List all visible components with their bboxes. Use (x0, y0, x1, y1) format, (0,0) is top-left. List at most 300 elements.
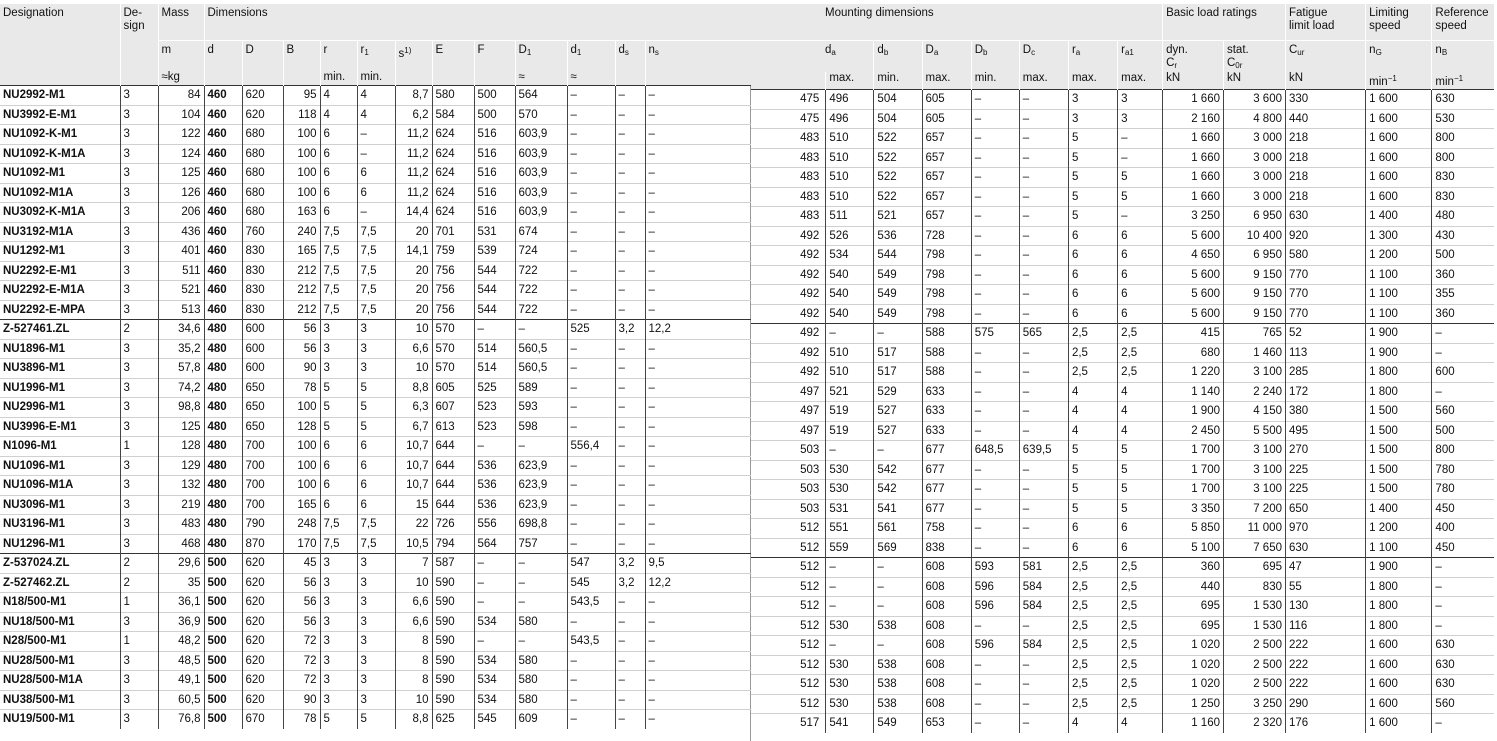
table-cell: – (645, 242, 751, 262)
table-cell: 5 (1068, 148, 1117, 168)
table-cell: 6 (320, 164, 357, 184)
table-cell: 3 (1068, 109, 1117, 129)
table-cell: – (645, 222, 751, 242)
table-cell: – (826, 597, 874, 617)
table-cell: – (567, 339, 615, 359)
table-cell: 1 660 (1163, 187, 1224, 207)
table-cell: 512 (751, 577, 826, 597)
table-cell: 608 (922, 675, 971, 695)
table-cell: 3 (120, 671, 158, 691)
table-cell: 2,5 (1118, 694, 1163, 714)
table-cell: 218 (1285, 168, 1365, 188)
table-cell: 590 (432, 612, 474, 632)
table-cell: 580 (515, 612, 567, 632)
table-cell: 480 (204, 378, 242, 398)
table-cell: – (615, 300, 645, 320)
table-cell: 1 660 (1163, 90, 1224, 110)
table-cell: 212 (283, 261, 320, 281)
table-cell: 580 (515, 671, 567, 691)
table-cell: 603,9 (515, 125, 567, 145)
table-cell: 680 (242, 203, 283, 223)
table-cell: 608 (922, 655, 971, 675)
table-cell: 55 (1285, 577, 1365, 597)
table-cell: – (567, 671, 615, 691)
table-cell: 587 (432, 554, 474, 574)
table-cell: 5 (320, 398, 357, 418)
table-cell: – (645, 144, 751, 164)
table-cell: 559 (826, 538, 874, 558)
table-cell: 570 (432, 339, 474, 359)
table-cell: 500 (204, 710, 242, 729)
table-cell: – (971, 304, 1019, 324)
table-cell: 590 (432, 573, 474, 593)
table-cell: 7,5 (357, 242, 395, 262)
table-cell: 514 (474, 359, 515, 379)
table-cell: – (567, 144, 615, 164)
table-cell: 620 (242, 86, 283, 106)
table-cell: 511 (826, 207, 874, 227)
table-cell: 11,2 (395, 164, 432, 184)
table-cell: 1 (120, 437, 158, 457)
table-cell: 677 (922, 480, 971, 500)
table-cell: 460 (204, 281, 242, 301)
table-cell: 516 (474, 125, 515, 145)
table-row (751, 363, 1494, 383)
table-cell: 511 (158, 261, 204, 281)
table-cell: 5 (320, 417, 357, 437)
table-cell: 10 400 (1223, 226, 1285, 246)
table-cell: 380 (1285, 402, 1365, 422)
table-cell: 6 (320, 495, 357, 515)
table-cell: – (567, 476, 615, 496)
table-cell: 100 (283, 398, 320, 418)
table-cell: 1 600 (1366, 714, 1432, 733)
table-cell: – (645, 710, 751, 729)
table-cell: – (826, 324, 874, 344)
table-cell: 608 (922, 636, 971, 656)
table-cell: 5 (1118, 441, 1163, 461)
table-cell: 503 (751, 480, 826, 500)
table-cell: 360 (1432, 304, 1494, 324)
table-cell: 10,7 (395, 476, 432, 496)
table-cell: 10 (395, 573, 432, 593)
table-cell: 78 (283, 378, 320, 398)
table-cell: 680 (242, 144, 283, 164)
table-cell: 3 (1068, 90, 1117, 110)
table-cell: 6,6 (395, 612, 432, 632)
table-cell: 758 (922, 519, 971, 539)
table-cell: 510 (826, 129, 874, 149)
table-cell: 510 (826, 187, 874, 207)
table-cell: 590 (432, 651, 474, 671)
table-cell: 3 (320, 359, 357, 379)
symbol-header-left: $d_1$ (567, 41, 615, 72)
table-cell: 1 100 (1366, 285, 1432, 305)
table-cell: 492 (751, 285, 826, 305)
table-cell: 3 (120, 710, 158, 729)
table-cell: 8,8 (395, 710, 432, 729)
table-cell: 512 (751, 694, 826, 714)
table-cell: 516 (474, 164, 515, 184)
table-cell: – (474, 320, 515, 340)
table-cell: 503 (751, 441, 826, 461)
table-cell: 596 (971, 597, 1019, 617)
table-cell: – (615, 164, 645, 184)
table-cell: – (645, 164, 751, 184)
table-row (0, 593, 751, 613)
table-cell: – (1432, 597, 1494, 617)
table-cell: 564 (474, 534, 515, 554)
table-cell: 1 500 (1366, 402, 1432, 422)
table-cell: – (567, 125, 615, 145)
table-cell: 3 (120, 222, 158, 242)
table-cell: 540 (826, 285, 874, 305)
table-cell: 695 (1163, 597, 1224, 617)
table-cell: 95 (283, 86, 320, 106)
table-cell: 519 (826, 402, 874, 422)
table-cell: – (1019, 207, 1068, 227)
table-cell: 212 (283, 281, 320, 301)
table-cell: 6 (1068, 246, 1117, 266)
symbol-header-left: F (474, 41, 515, 72)
table-cell: 530 (826, 655, 874, 675)
table-cell: 1 460 (1223, 343, 1285, 363)
table-cell: 2 240 (1223, 382, 1285, 402)
table-cell: 2,5 (1118, 343, 1163, 363)
table-cell: 1 600 (1366, 109, 1432, 129)
table-row (751, 343, 1494, 363)
table-cell: 5 500 (1223, 421, 1285, 441)
table-cell: 541 (874, 499, 922, 519)
table-cell: – (1019, 168, 1068, 188)
symbol-header-left: B (283, 41, 320, 72)
table-cell: 5 (1118, 480, 1163, 500)
table-row (751, 226, 1494, 246)
table-cell: 650 (242, 398, 283, 418)
table-row (0, 339, 751, 359)
table-cell: 480 (204, 515, 242, 535)
table-cell: 623,9 (515, 495, 567, 515)
table-cell: 680 (242, 125, 283, 145)
table-cell: 794 (432, 534, 474, 554)
table-cell: 2,5 (1068, 324, 1117, 344)
table-row (0, 437, 751, 457)
table-cell: 2 (120, 320, 158, 340)
table-row (0, 710, 751, 729)
table-cell: 650 (242, 378, 283, 398)
table-cell: 1 600 (1366, 90, 1432, 110)
table-cell: 492 (751, 324, 826, 344)
table-cell: 500 (474, 86, 515, 106)
table-cell: 480 (204, 417, 242, 437)
table-cell: – (567, 456, 615, 476)
table-cell: 800 (1432, 148, 1494, 168)
table-cell: – (645, 398, 751, 418)
table-cell: 129 (158, 456, 204, 476)
table-cell: 240 (283, 222, 320, 242)
table-cell: 3 (120, 125, 158, 145)
table-cell: – (615, 651, 645, 671)
designation-cell: NU2292-E-MPA (0, 300, 120, 320)
unit-header-left: ≈ (515, 71, 567, 86)
table-cell: – (615, 281, 645, 301)
table-cell: 522 (874, 187, 922, 207)
table-cell: 800 (1432, 129, 1494, 149)
table-cell: – (615, 612, 645, 632)
table-cell: 633 (922, 421, 971, 441)
table-cell: 57,8 (158, 359, 204, 379)
symbol-header-left: $D_1$ (515, 41, 567, 72)
table-cell: – (567, 261, 615, 281)
designation-cell: NU1292-M1 (0, 242, 120, 262)
table-cell: 3 (357, 671, 395, 691)
table-cell: – (645, 515, 751, 535)
unit-header-right: kN (1285, 72, 1365, 90)
table-cell: 285 (1285, 363, 1365, 383)
table-cell: 128 (158, 437, 204, 457)
table-cell: 56 (283, 573, 320, 593)
table-cell: 3 (120, 359, 158, 379)
table-cell: 1 600 (1366, 129, 1432, 149)
table-cell: 480 (204, 339, 242, 359)
table-cell: 564 (515, 86, 567, 106)
table-cell: – (474, 593, 515, 613)
table-row (0, 86, 751, 106)
table-cell: 620 (242, 612, 283, 632)
table-cell: 543,5 (567, 593, 615, 613)
table-cell: 20 (395, 222, 432, 242)
table-cell: 726 (432, 515, 474, 535)
table-cell: – (645, 183, 751, 203)
table-row (751, 187, 1494, 207)
table-cell: 3 (120, 456, 158, 476)
table-cell: – (1019, 675, 1068, 695)
table-cell: 2,5 (1068, 558, 1117, 578)
table-cell: – (1019, 109, 1068, 129)
table-cell: 35 (158, 573, 204, 593)
table-cell: 100 (283, 437, 320, 457)
symbol-header-right: $d_a$ (751, 41, 874, 73)
table-cell: 544 (474, 281, 515, 301)
table-cell: 460 (204, 242, 242, 262)
table-cell: 603,9 (515, 144, 567, 164)
designation-cell: Z-527461.ZL (0, 320, 120, 340)
table-cell: 176 (1285, 714, 1365, 733)
table-cell: 504 (874, 109, 922, 129)
table-cell: 4 650 (1163, 246, 1224, 266)
designation-cell: NU2292-E-M1A (0, 281, 120, 301)
table-cell: 60,5 (158, 690, 204, 710)
table-cell: 483 (751, 207, 826, 227)
table-cell: 575 (971, 324, 1019, 344)
table-cell: 35,2 (158, 339, 204, 359)
table-cell: 3 000 (1223, 187, 1285, 207)
table-cell: 870 (242, 534, 283, 554)
table-cell: 3 (357, 612, 395, 632)
table-cell: 630 (1285, 538, 1365, 558)
table-cell: 608 (922, 616, 971, 636)
designation-cell: NU3092-K-M1A (0, 203, 120, 223)
table-cell: 516 (474, 203, 515, 223)
table-cell: 674 (515, 222, 567, 242)
designation-cell: Z-527462.ZL (0, 573, 120, 593)
table-cell: 3,2 (615, 320, 645, 340)
table-cell: 6 (1068, 519, 1117, 539)
designation-cell: NU38/500-M1 (0, 690, 120, 710)
table-cell: 584 (1019, 597, 1068, 617)
table-cell: 12,2 (645, 573, 751, 593)
table-cell: 6 (1068, 304, 1117, 324)
table-cell: 483 (751, 129, 826, 149)
table-cell: 780 (1432, 460, 1494, 480)
table-cell: – (1019, 265, 1068, 285)
table-cell: 6 (1118, 285, 1163, 305)
table-cell: – (567, 222, 615, 242)
table-cell: – (567, 651, 615, 671)
table-cell: 500 (1432, 421, 1494, 441)
table-cell: 5 (1068, 129, 1117, 149)
table-cell: 6 (320, 144, 357, 164)
table-cell: 600 (242, 320, 283, 340)
table-cell: – (1019, 343, 1068, 363)
table-cell: 5 (1118, 460, 1163, 480)
table-cell: – (515, 573, 567, 593)
unit-header-right: min. (874, 72, 922, 90)
table-cell: – (567, 359, 615, 379)
table-row (751, 285, 1494, 305)
table-cell: 1 600 (1366, 675, 1432, 695)
table-cell: 544 (474, 300, 515, 320)
table-cell: 728 (922, 226, 971, 246)
unit-header-left: ≈kg (158, 71, 204, 86)
table-row (751, 519, 1494, 539)
table-cell: 760 (242, 222, 283, 242)
table-cell: 5 (1068, 460, 1117, 480)
table-cell: 222 (1285, 675, 1365, 695)
table-cell: – (1019, 499, 1068, 519)
table-cell: 6 (357, 183, 395, 203)
table-cell: 497 (751, 402, 826, 422)
designation-cell: N1096-M1 (0, 437, 120, 457)
table-row (751, 499, 1494, 519)
table-cell: 6 (1118, 519, 1163, 539)
table-cell: 401 (158, 242, 204, 262)
table-cell: 7,5 (320, 281, 357, 301)
table-cell: – (1019, 246, 1068, 266)
table-cell: 536 (474, 476, 515, 496)
table-cell: 6 (320, 125, 357, 145)
table-cell: – (1019, 538, 1068, 558)
table-cell: 4 (1068, 382, 1117, 402)
table-cell: 9 150 (1223, 285, 1285, 305)
table-cell: 516 (474, 183, 515, 203)
unit-header-right (751, 72, 826, 90)
unit-header-right: $\min^{-1}$ (1432, 72, 1494, 90)
table-cell: 440 (1163, 577, 1224, 597)
table-cell: 657 (922, 129, 971, 149)
table-cell: – (971, 109, 1019, 129)
table-cell: 677 (922, 441, 971, 461)
table-cell: – (971, 694, 1019, 714)
table-cell: 600 (242, 339, 283, 359)
table-cell: 483 (751, 187, 826, 207)
table-cell: 460 (204, 105, 242, 125)
table-cell: 360 (1432, 265, 1494, 285)
table-cell: 724 (515, 242, 567, 262)
unit-header-left: ≈ (567, 71, 615, 86)
designation-cell: NU28/500-M1 (0, 651, 120, 671)
table-row (0, 417, 751, 437)
table-cell: 497 (751, 382, 826, 402)
table-cell: 76,8 (158, 710, 204, 729)
table-cell: 500 (204, 632, 242, 652)
table-cell: – (971, 90, 1019, 110)
table-cell: 521 (874, 207, 922, 227)
table-cell: – (971, 382, 1019, 402)
table-cell: 496 (826, 90, 874, 110)
table-row (751, 324, 1494, 344)
table-cell: – (645, 86, 751, 106)
table-cell: – (645, 281, 751, 301)
table-cell: 644 (432, 476, 474, 496)
table-cell: 4 (1118, 402, 1163, 422)
table-cell: 116 (1285, 616, 1365, 636)
table-cell: 480 (1432, 207, 1494, 227)
table-cell: 56 (283, 320, 320, 340)
table-cell: 100 (283, 164, 320, 184)
table-cell: 590 (432, 632, 474, 652)
designation-cell: NU1092-K-M1 (0, 125, 120, 145)
table-cell: – (615, 690, 645, 710)
table-cell: 6 (320, 203, 357, 223)
table-cell: 588 (922, 324, 971, 344)
table-cell: 790 (242, 515, 283, 535)
table-cell: 570 (432, 320, 474, 340)
unit-header-right: $\min^{-1}$ (1366, 72, 1432, 90)
table-cell: 527 (874, 402, 922, 422)
table-cell: 517 (874, 363, 922, 383)
table-cell: – (1432, 382, 1494, 402)
table-cell: 648,5 (971, 441, 1019, 461)
table-cell: 523 (474, 417, 515, 437)
table-cell: 1 (120, 632, 158, 652)
table-cell: – (567, 378, 615, 398)
table-cell: 3 (320, 671, 357, 691)
table-cell: 830 (1432, 187, 1494, 207)
designation-cell: NU18/500-M1 (0, 612, 120, 632)
table-cell: 1 700 (1163, 441, 1224, 461)
table-cell: 78 (283, 710, 320, 729)
unit-header-left (432, 71, 474, 86)
table-cell: 830 (242, 281, 283, 301)
header-design: De- sign (120, 4, 158, 86)
table-cell: 5 600 (1163, 285, 1224, 305)
table-cell: 450 (1432, 499, 1494, 519)
table-cell: 480 (204, 456, 242, 476)
table-cell: 8 (395, 651, 432, 671)
table-cell: 7,5 (357, 222, 395, 242)
table-cell: 100 (283, 183, 320, 203)
table-cell: 527 (874, 421, 922, 441)
table-cell: 5 600 (1163, 304, 1224, 324)
designation-cell: NU1092-K-M1A (0, 144, 120, 164)
table-cell: 2 500 (1223, 655, 1285, 675)
table-cell: – (615, 222, 645, 242)
table-cell: 798 (922, 304, 971, 324)
table-cell: 700 (242, 476, 283, 496)
table-cell: – (567, 710, 615, 729)
table-cell: 531 (474, 222, 515, 242)
